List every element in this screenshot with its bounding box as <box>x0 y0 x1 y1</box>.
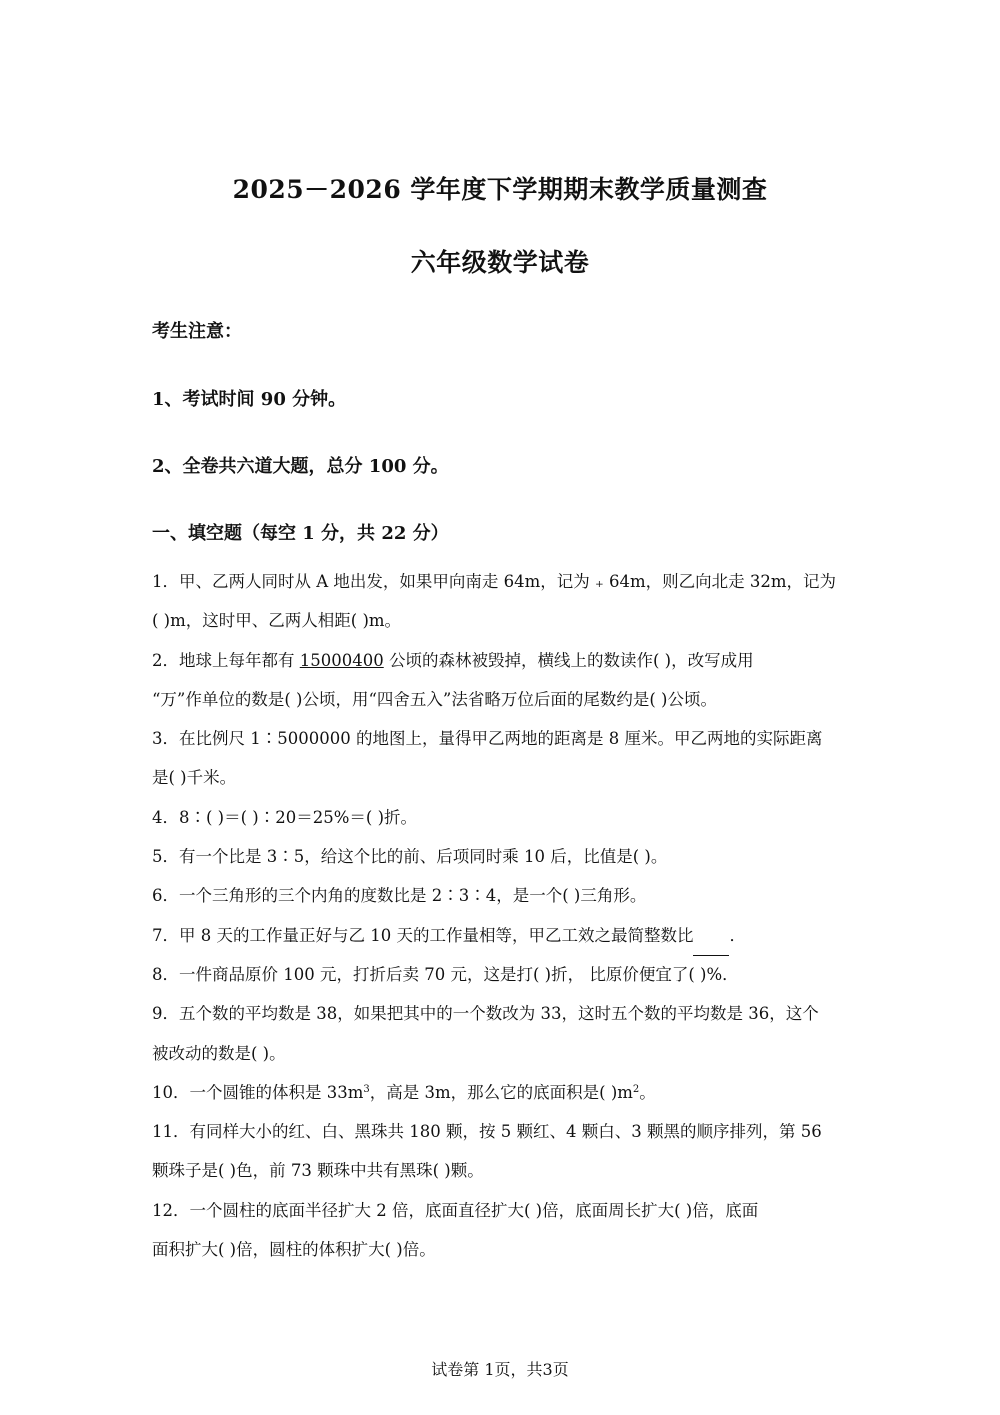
question-text: ． <box>729 925 746 945</box>
question-text: 公顷的森林被毁掉，横线上的数读作( )，改写成用 <box>383 650 754 670</box>
question-list <box>152 562 852 1269</box>
page-footer: 试卷第 1页，共3页 <box>431 1360 569 1379</box>
question-text: 2．地球上每年都有 <box>152 650 300 670</box>
question-line: 12．一个圆柱的底面半径扩大 2 倍，底面直径扩大( )倍，底面周长扩大( )倍，底面 <box>152 1200 759 1220</box>
question-line: 11．有同样大小的红、白、黑珠共 180 颗，按 5 颗红、4 颗白、3 颗黑的顺序排列，第 56 <box>152 1122 822 1142</box>
question-line: 4．8∶( )＝( )∶20＝25%＝( )折。 <box>152 807 418 827</box>
notice-heading: 考生注意： <box>152 321 242 342</box>
question-text: 。 <box>639 1082 656 1102</box>
question-line <box>152 1073 852 1112</box>
question-4 <box>152 798 852 837</box>
question-10 <box>152 1073 852 1112</box>
question-line: 颗珠子是( )色，前 73 颗珠中共有黑珠( )颗。 <box>152 1161 484 1181</box>
exam-title: 2025－2026 学年度下学期期末教学质量测查 <box>232 175 768 204</box>
question-6 <box>152 876 852 915</box>
section-heading: 一、填空题（每空 1 分，共 22 分） <box>152 523 449 544</box>
question-line: 6．一个三角形的三个内角的度数比是 2∶3∶4，是一个( )三角形。 <box>152 886 647 906</box>
question-line: 1．甲、乙两人同时从 A 地出发，如果甲向南走 64m，记为 ₊ 64m，则乙向北走 32m，记为 <box>152 572 837 591</box>
question-line <box>152 916 852 955</box>
question-7 <box>152 916 852 955</box>
question-5 <box>152 837 852 876</box>
question-1 <box>152 562 852 641</box>
question-text: 7．甲 8 天的工作量正好与乙 10 天的工作量相等，甲乙工效之最简整数比 <box>152 925 694 945</box>
superscript: 2 <box>632 1083 640 1095</box>
question-line: 8．一件商品原价 100 元，打折后卖 70 元，这是打( )折， 比原价便宜了( )%． <box>152 964 739 984</box>
question-12 <box>152 1191 852 1270</box>
notice-item: 2、全卷共六道大题，总分 100 分。 <box>152 456 449 477</box>
question-line: 3．在比例尺 1∶5000000 的地图上，量得甲乙两地的距离是 8 厘米。甲乙两地的实际距离 <box>152 729 823 749</box>
question-11 <box>152 1112 852 1191</box>
question-line <box>152 641 852 680</box>
question-line: “万”作单位的数是( )公顷，用“四舍五入”法省略万位后面的尾数约是( )公顷。 <box>152 689 717 709</box>
question-8 <box>152 955 852 994</box>
question-3 <box>152 719 852 798</box>
question-2 <box>152 641 852 720</box>
question-line: 被改动的数是( )。 <box>152 1043 286 1063</box>
question-text: ，高是 3m，那么它的底面积是( )m <box>369 1082 633 1102</box>
underlined-number: 15000400 <box>299 650 384 670</box>
question-line: 面积扩大( )倍，圆柱的体积扩大( )倍。 <box>152 1240 436 1260</box>
question-9 <box>152 994 852 1073</box>
notice-item: 1、考试时间 90 分钟。 <box>152 389 347 410</box>
superscript: 3 <box>363 1083 370 1095</box>
question-line: 9．五个数的平均数是 38，如果把其中的一个数改为 33，这时五个数的平均数是 36，这个 <box>152 1004 819 1024</box>
answer-blank <box>693 916 729 956</box>
exam-subtitle: 六年级数学试卷 <box>410 248 590 277</box>
question-text: 10．一个圆锥的体积是 33m <box>152 1082 364 1102</box>
question-line: 是( )千米。 <box>152 768 237 788</box>
question-line: 5．有一个比是 3∶5，给这个比的前、后项同时乘 10 后，比值是( )。 <box>152 847 668 867</box>
question-line: ( )m，这时甲、乙两人相距( )m。 <box>152 611 402 631</box>
